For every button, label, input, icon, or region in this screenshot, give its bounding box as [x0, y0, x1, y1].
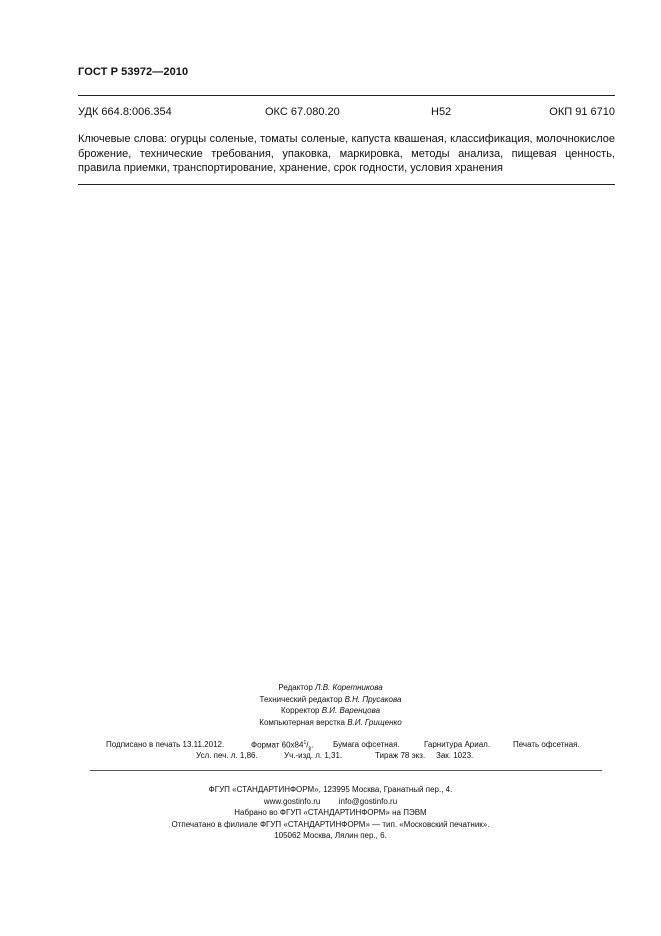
keywords-paragraph: Ключевые слова: огурцы соленые, томаты соленые, капуста квашеная, классификация, молочнокислое брожение, технические требования, упаковка, маркировка, методы анализа, пищевая ценность, правила приемки, транспортирование, хранение, срок годности, условия хранения	[78, 133, 615, 174]
print-method: Печать офсетная.	[513, 740, 580, 749]
credit-person: Л.В. Коретникова	[315, 683, 383, 692]
credits-block	[0, 682, 661, 728]
credit-role: Технический редактор	[259, 694, 343, 704]
group-code: Н52	[431, 106, 452, 118]
top-rule	[78, 95, 615, 96]
publisher-contacts	[0, 796, 661, 808]
credit-person: В.Н. Прусакова	[344, 694, 402, 704]
format-denominator: 8	[308, 746, 312, 753]
format-numerator: 1	[303, 740, 307, 746]
print-sheets: Усл. печ. л. 1,86.	[196, 751, 258, 760]
credit-person: В.И. Варенцова	[321, 706, 381, 715]
print-paper: Бумага офсетная.	[333, 740, 400, 749]
publisher-printed: Отпечатано в филиале ФГУП «СТАНДАРТИНФОРМ» — тип. «Московский печатник».	[171, 819, 490, 829]
okp-code: ОКП 91 6710	[549, 106, 615, 118]
print-format: Формат $60х84^1/_8$.	[251, 740, 314, 753]
format-suffix: .	[311, 740, 314, 750]
publisher-address: ФГУП «СТАНДАРТИНФОРМ», 123995 Москва, Гранатный пер., 4.	[208, 785, 453, 794]
publisher-block	[0, 784, 661, 842]
credit-role: Компьютерная верстка	[259, 717, 345, 727]
imprint-separator	[90, 770, 602, 771]
print-font: Гарнитура Ариал.	[424, 740, 491, 749]
credit-tech-editor	[0, 694, 661, 706]
credit-editor	[0, 682, 661, 694]
standard-id: ГОСТ Р 53972—2010	[78, 66, 189, 78]
credit-person: В.И. Грищенко	[347, 717, 402, 727]
classification-codes	[78, 106, 615, 120]
format-prefix: Формат 60х84	[251, 740, 304, 750]
publisher-typeset: Набрано во ФГУП «СТАНДАРТИНФОРМ» на ПЭВМ	[234, 808, 427, 817]
credit-role: Корректор	[280, 706, 320, 715]
udk-code: УДК 664.8:006.354	[78, 106, 172, 118]
publisher-website: www.gostinfo.ru	[263, 796, 321, 806]
credit-role: Редактор	[278, 683, 313, 692]
publisher-email: info@gostinfo.ru	[338, 796, 398, 806]
print-order: Зак. 1023.	[436, 751, 474, 760]
bottom-rule	[78, 184, 615, 185]
credit-proofreader	[0, 705, 661, 717]
print-pub-sheets: Уч.-изд. л. 1,31.	[284, 751, 343, 760]
print-run: Тираж 78 экз.	[375, 751, 426, 760]
publisher-print-address: 105062 Москва, Лялин пер., 6.	[274, 831, 387, 840]
credit-layout	[0, 717, 661, 729]
print-signed: Подписано в печать 13.11.2012.	[106, 740, 225, 749]
oks-code: ОКС 67.080.20	[265, 106, 340, 118]
